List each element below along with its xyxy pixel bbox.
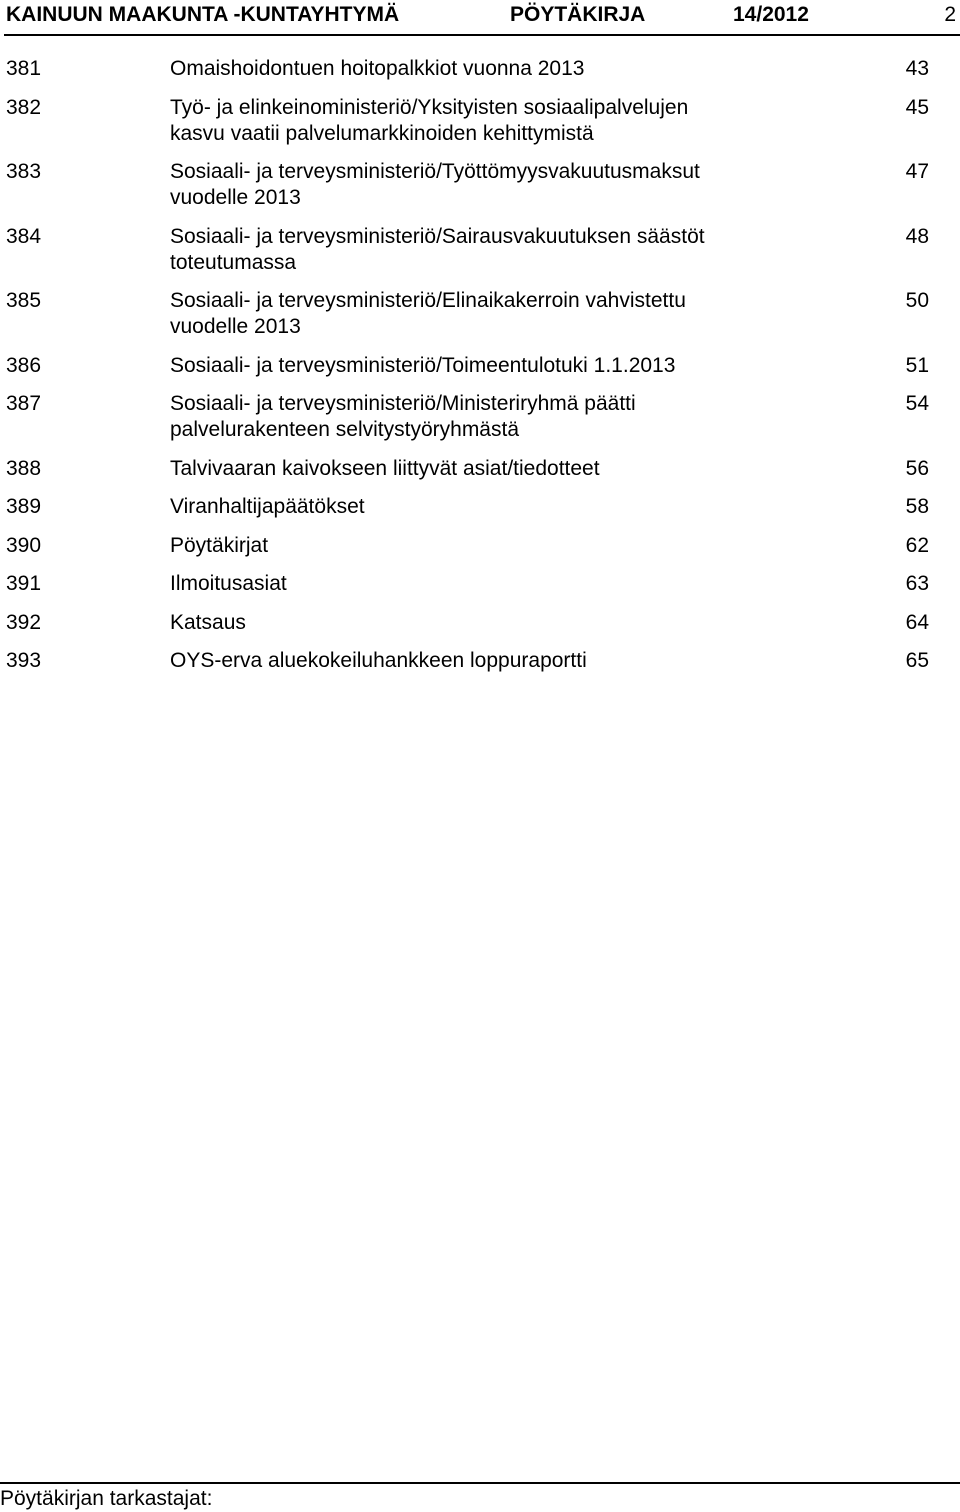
section-number: 386 <box>6 353 42 377</box>
footer-label: Pöytäkirjan tarkastajat: <box>0 1487 213 1510</box>
document-number: 14/2012 <box>733 3 809 26</box>
section-page: 64 <box>905 610 929 634</box>
organization-name: KAINUUN MAAKUNTA -KUNTAYHTYMÄ <box>6 3 400 26</box>
header-divider <box>4 34 960 36</box>
section-page: 56 <box>905 456 929 480</box>
section-page: 51 <box>905 353 929 377</box>
toc-item <box>0 95 960 147</box>
section-number: 389 <box>6 495 42 518</box>
section-title: Sosiaali- ja terveysministeriö/Ministeriryhmä päätti palvelurakenteen selvitystyöryhmästä <box>170 392 636 441</box>
section-number: 383 <box>6 160 42 183</box>
section-title: Katsaus <box>170 610 246 634</box>
section-title: Työ- ja elinkeinoministeriö/Yksityisten sosiaalipalvelujen kasvu vaatii palvelumarkkinoiden kehittymistä <box>170 95 689 145</box>
section-page: 47 <box>905 160 929 183</box>
toc-item <box>0 610 960 636</box>
section-title: Pöytäkirjat <box>170 533 269 557</box>
section-title: Sosiaali- ja terveysministeriö/Sairausvakuutuksen säästöt toteutumassa <box>170 224 705 274</box>
section-page: 48 <box>905 224 929 248</box>
table-of-contents <box>0 56 960 687</box>
section-title: Talvivaaran kaivokseen liittyvät asiat/tiedotteet <box>170 456 600 480</box>
section-number: 392 <box>6 610 42 634</box>
section-title: Sosiaali- ja terveysministeriö/Toimeentulotuki 1.1.2013 <box>170 353 676 377</box>
toc-item <box>0 571 960 597</box>
section-page: 58 <box>905 495 929 518</box>
section-number: 384 <box>6 224 42 248</box>
section-number: 391 <box>6 572 42 595</box>
page-header <box>0 0 960 30</box>
section-title: Viranhaltijapäätökset <box>170 495 365 518</box>
section-title: OYS-erva aluekokeiluhankkeen loppuraportti <box>170 649 587 672</box>
toc-item <box>0 391 960 443</box>
toc-item <box>0 288 960 340</box>
section-page: 65 <box>905 649 929 672</box>
section-page: 50 <box>905 289 929 312</box>
section-number: 387 <box>6 392 42 415</box>
section-title: Sosiaali- ja terveysministeriö/Elinaikakerroin vahvistettu vuodelle 2013 <box>170 289 686 338</box>
section-number: 390 <box>6 533 42 557</box>
document-type: PÖYTÄKIRJA <box>510 3 646 26</box>
section-title: Ilmoitusasiat <box>170 572 287 595</box>
section-title: Sosiaali- ja terveysministeriö/Työttömyysvakuutusmaksut vuodelle 2013 <box>170 160 700 209</box>
toc-item <box>0 648 960 674</box>
section-page: 45 <box>905 95 929 119</box>
footer-divider <box>0 1482 960 1484</box>
toc-item <box>0 224 960 276</box>
section-number: 388 <box>6 456 42 480</box>
section-page: 43 <box>905 57 929 80</box>
section-number: 393 <box>6 649 42 672</box>
section-page: 62 <box>905 533 929 557</box>
section-title: Omaishoidontuen hoitopalkkiot vuonna 2013 <box>170 57 585 80</box>
toc-item <box>0 56 960 82</box>
toc-item <box>0 456 960 482</box>
section-number: 381 <box>6 57 42 80</box>
section-page: 63 <box>905 572 929 595</box>
section-number: 382 <box>6 95 42 119</box>
toc-item <box>0 533 960 559</box>
toc-item <box>0 353 960 379</box>
toc-item <box>0 494 960 520</box>
section-page: 54 <box>905 392 929 415</box>
page-number: 2 <box>944 3 956 26</box>
section-number: 385 <box>6 289 42 312</box>
toc-item <box>0 159 960 211</box>
